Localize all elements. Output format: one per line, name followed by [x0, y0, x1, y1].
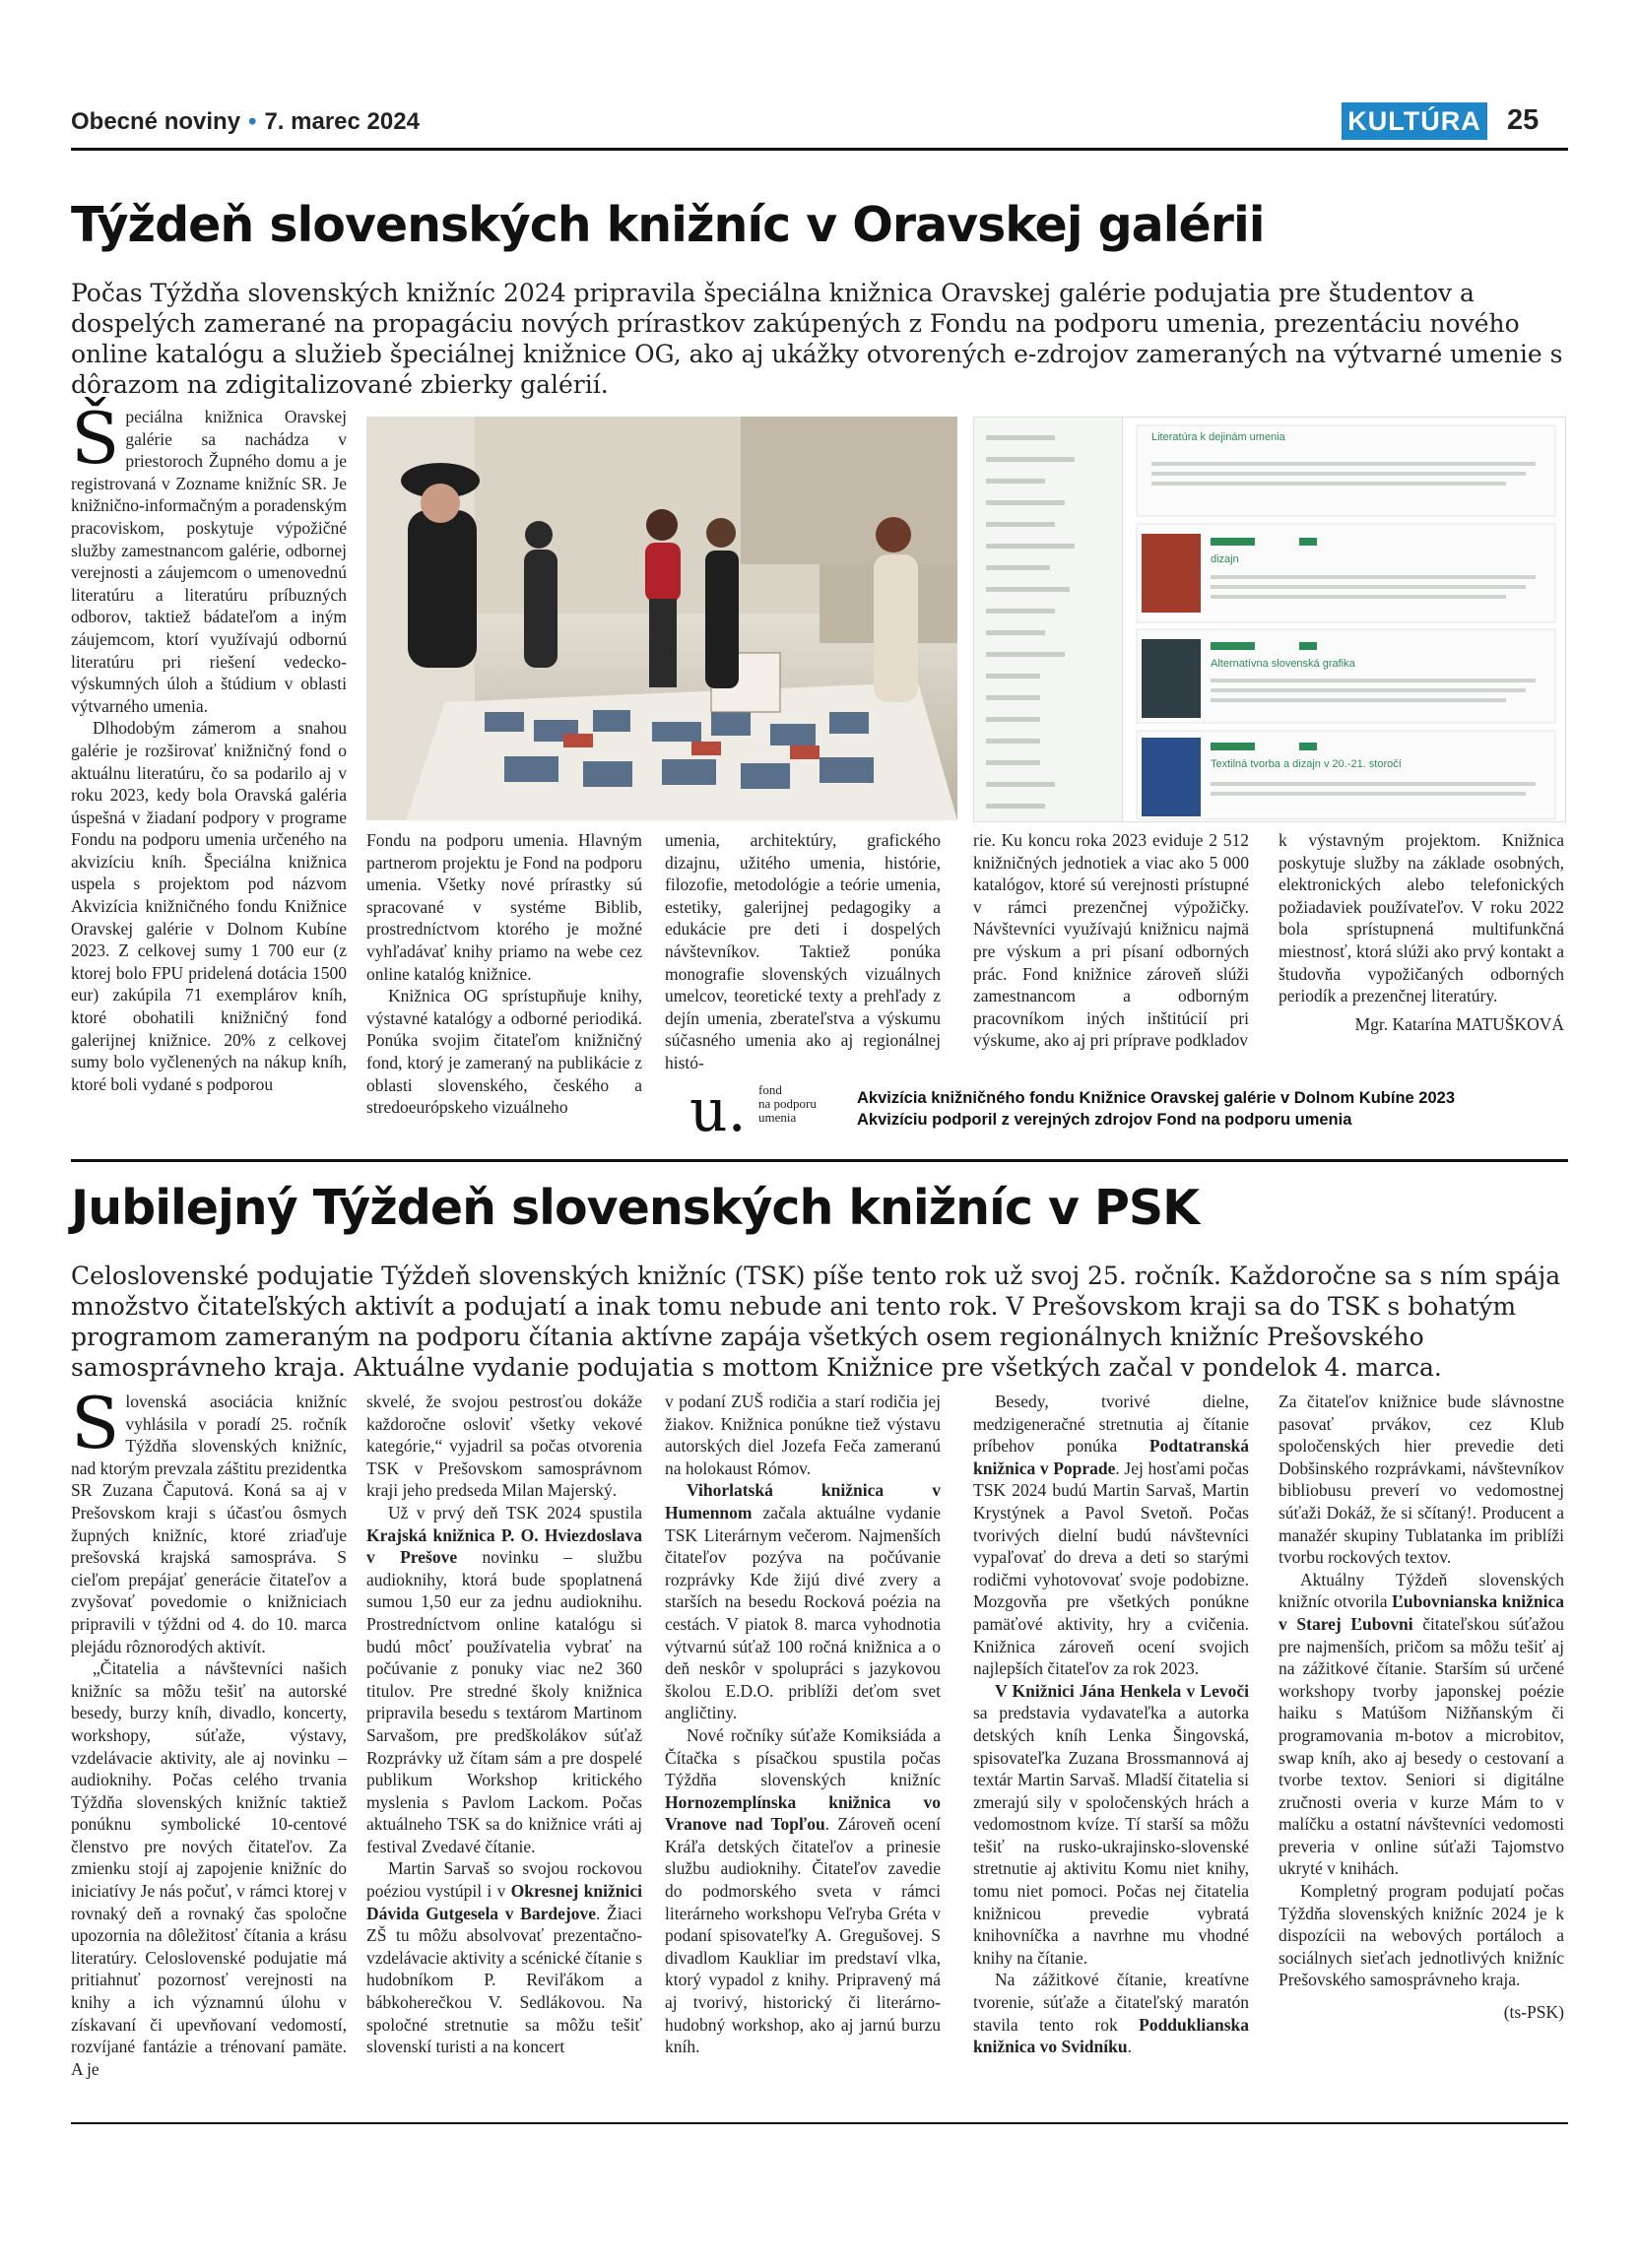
article2-col1-para: „Čitatelia a návštevníci našich knižníc sa môžu tešiť na autorské besedy, burzy kníh, divadlo, koncerty, workshopy, súťaže, výstavy, vzdelávacie aktivity, ale aj novinku – audioknihy. Počas celého trvania Týždňa slovenských knižníc taktiež ponúknu symbolické 10-centové členstvo pre nových čitateľov. Za zmienku stojí aj zapojenie knižníc do iniciatívy Je nás počuť, v rámci ktorej v rovnaký deň a rovnaký čas spoločne upozornia na dôležitosť čítania a krásu literatúry. Celoslovenské podujatie má pritiahnuť pozornosť verejnosti na knihy a ich významnú úlohu v získavaní či upevňovaní vedomostí, rozvíjané fantázie a trénovaní pamäte. A je: [71, 1658, 347, 2079]
article-divider: [71, 1159, 1568, 1162]
article1-col1-para: Špeciálna knižnica Oravskej galérie sa nachádza v priestoroch Župného domu a je registrovaná v Zozname knižníc SR. Je knižnično-informačným a poradenským pracoviskom, poskytuje výpožičné služby zamestnancom galérie, odbornej verejnosti a záujemcom o umenovednú literatúru a literatúru príbuzných odborov, taktiež bádateľom a iným záujemcom, ktorí využívajú odbornú literatúru pri riešení vedecko-výskumných úloh a štúdium v oblasti výtvarného umenia.: [71, 397, 347, 716]
article1-title: Týždeň slovenských knižníc v Oravskej galérii: [71, 197, 1265, 253]
article2-col3-para: v podaní ZUŠ rodičia a starí rodičia jej žiakov. Knižnica ponúkne tiež výstavu autorských diel Jozefa Feča zameranú na holokaust Rómov.: [665, 1392, 941, 1478]
article2-col4-para: Na zážitkové čítanie, kreatívne tvorenie, súťaže a čitateľský maratón stavila tento rok Podduklianska knižnica vo Svidníku.: [973, 1970, 1249, 2057]
library-event-photo: [366, 417, 957, 820]
page-number: 25: [1507, 104, 1540, 136]
catalog-entry-title: dizajn: [1211, 553, 1239, 565]
fpu-logo-icon: u.: [689, 1076, 747, 1145]
article1-col4-para: rie. Ku koncu roka 2023 eviduje 2 512 knižničných jednotiek a viac ako 5 000 katalógov, ktoré sú verejnosti prístupné v rámci prezenčnej výpožičky. Návštevníci využívajú knižnicu najmä pre výskum a pri písaní odborných prác. Fond knižnice zároveň slúži zamestnancom a odborným pracovníkom iných inštitúcií pri výskume, ako aj pri príprave podkladov: [973, 830, 1249, 1051]
publication-name: Obecné noviny: [71, 108, 241, 135]
caption-line: Akvizícia knižničného fondu Knižnice Oravskej galérie v Dolnom Kubíne 2023: [857, 1089, 1456, 1107]
article2-col2-para: Martin Sarvaš so svojou rockovou poéziou vystúpil i v Okresnej knižnici Dávida Gutgesela v Bardejove. Žiaci ZŠ tu môžu absolvovať prezentačno-vzdelávacie aktivity a scénické čítanie s hudobníkom P. Reviľákom a bábkoherečkou V. Sedlákovou. Na spoločné stretnutie sa môžu tešiť slovenskí turisti a na koncert: [366, 1858, 642, 2057]
article2-col2-para: Už v prvý deň TSK 2024 spustila Krajská knižnica P. O. Hviezdoslava v Prešove novinku – službu audioknihy, ktorá bude spoplatnená sumou 1,50 eur za jednu audioknihu. Prostredníctvom online katalógu si budú môcť používatelia vybrať na počúvanie z ponuky viac ne2 360 titulov. Pre stredné školy knižnica pripravila besedu s textárom Martinom Sarvašom, pre predškolákov súťaž Rozprávky už čítam sám a pre dospelé publikum Workshop kritického myslenia s Pavlom Lackom. Počas aktuálneho TSK sa do knižnice vráti aj festival Zvedavé čítanie.: [366, 1502, 642, 1856]
article1-col5-para: k výstavným projektom. Knižnica poskytuje služby na základe osobných, elektronických alebo telefonických požiadaviek používateľov. V roku 2022 bola sprístupnená multifunkčná miestnosť, ktorá slúži ako prvý kontakt a študovňa vypožičaných odborných periodík a prezenčnej literatúry.: [1279, 830, 1564, 1006]
article2-column-2: [366, 1391, 642, 2058]
online-catalog-screenshot: [973, 417, 1566, 822]
article2-col5-para: Za čitateľov knižnice bude slávnostne pasovať prvákov, cez Klub spoločenských hier prevedie deti Dobšinského rozprávkami, návštevníkov bibliobusu preverí vo vedomostnej súťaži Dokáž, že si sčítaný!. Producent a manažér skupiny Tublatanka im priblíži tvorbu rockových textov.: [1279, 1392, 1564, 1568]
section-badge: KULTÚRA: [1342, 102, 1487, 140]
article2-col4-para: V Knižnici Jána Henkela v Levoči sa predstavia vydavateľka a autorka detských kníh Lenka Šingovská, spisovateľka Zuzana Brossmannová aj textár Martin Sarvaš. Mladší čitatelia si zmerajú sily v spoločenských hrách a vedomostnom kvíze. Tí starší sa môžu tešiť na rusko-ukrajinsko-slovenské stretnutie aj aktivitu Komu niet knihy, tomu niet pomoci. Počas nej čitatelia knižnicou prevedie vybratá knihovníčka a navrhne mu vhodné knihy na čítanie.: [973, 1680, 1249, 1968]
article2-column-4: [973, 1391, 1249, 2058]
article1-column-3: [665, 829, 941, 1074]
separator-dot-icon: •: [248, 108, 257, 135]
article1-column-4: [973, 829, 1249, 1052]
article1-column-2: [366, 829, 642, 1119]
article1-column-1: [71, 397, 347, 1095]
article1-author: Mgr. Katarína MATUŠKOVÁ: [1354, 1013, 1564, 1034]
footer-rule: [71, 2122, 1568, 2124]
catalog-entry-title: Textilná tvorba a dizajn v 20.-21. storočí: [1211, 758, 1402, 770]
article1-col1-para: Dlhodobým zámerom a snahou galérie je rozširovať knižničný fond o aktuálnu literatúru, čo sa podarilo aj v roku 2023, kedy bola Oravská galéria úspešná v žiadaní podpory v programe Fondu na podporu umenia určeného na akvizíciu kníh. Špeciálna knižnica uspela s projektom pod názvom Akvizícia knižničného fondu Knižnice Oravskej galérie v Dolnom Kubíne 2023. Z celkovej sumy 1 700 eur (z ktorej bolo FPU pridelená dotácia 1500 eur) zakúpila 71 exemplárov kníh, ktoré obohatili knižničný fond galerijnej knižnice. 20% z celkovej sumy bolo vyčlenených na nákup kníh, ktoré boli vydané s podporou: [71, 718, 347, 1094]
fpu-logo-text: fond na podporu umenia: [758, 1082, 817, 1125]
article1-col3-para: umenia, architektúry, grafického dizajnu, užitého umenia, histórie, filozofie, metodológie a teórie umenia, estetiky, galerijnej pedagogiky a edukácie pre deti i dospelých návštevníkov. Taktiež ponúka monografie slovenských vizuálnych umelcov, teoretické texty a prehľady z dejín umenia, zberateľstva a výskumu súčasného umenia ako aj regionálnej histó-: [665, 830, 941, 1072]
article2-col2-para: skvelé, že svojou pestrosťou dokáže každoročne osloviť všetky vekové kategórie,“ vyjadril sa počas otvorenia TSK v Prešovskom samosprávnom kraji jeho predseda Milan Majerský.: [366, 1392, 642, 1501]
catalog-entry-title: Alternatívna slovenská grafika: [1211, 658, 1355, 670]
caption-line: Akvizíciu podporil z verejných zdrojov Fond na podporu umenia: [857, 1111, 1352, 1129]
article1-col2-para: Knižnica OG sprístupňuje knihy, výstavné katalógy a odborné periodiká. Ponúka svojim čitateľom knižničný fond, ktorý je zameraný na publikácie z oblasti slovenského, českého a stredoeurópskeho vizuálneho: [366, 986, 642, 1118]
catalog-entry-title: Literatúra k dejinám umenia: [1151, 431, 1285, 443]
header-rule: [71, 148, 1568, 151]
article2-column-3: [665, 1391, 941, 2058]
article2-column-5: [1279, 1391, 1564, 2024]
dropcap: Š: [71, 397, 120, 480]
article2-col4-para: Besedy, tvorivé dielne, medzigeneračné stretnutia aj čítanie príbehov ponúka Podtatranská knižnica v Poprade. Jej hosťami počas TSK 2024 budú Martin Sarvaš, Martin Krystýnek a Pavol Svetoň. Počas tvorivých dielní budú návštevníci vypaľovať do dreva a deti so starými rodičmi vyhotovovať svoje podobizne. Mozgovňa pre všetkých ponúkne pamäťové aktivity, hry a cvičenia. Knižnica zároveň ocení svojich najlepších čitateľov za rok 2023.: [973, 1392, 1249, 1679]
article2-col1-para: Slovenská asociácia knižníc vyhlásila v poradí 25. ročník Týždňa slovenských knižníc, nad ktorým prevzala záštitu prezidentka SR Zuzana Čaputová. Koná sa aj v Prešovskom kraji s účasťou ôsmych župných knižníc, ktoré zriaďuje prešovská krajská samospráva. S cieľom prepájať generácie čitateľov a zvyšovať povedomie o knižniciach pripravili v týždni od 4. do 10. marca plejádu rôznorodých aktivít.: [71, 1382, 347, 1656]
article1-column-5: [1279, 829, 1564, 1035]
article2-col5-para: Kompletný program podujatí počas Týždňa slovenských knižníc 2024 je k dispozícii na webových portáloch a sociálnych sieťach jednotlivých knižníc Prešovského samosprávneho kraja.: [1279, 1881, 1564, 1990]
article2-col3-para: Nové ročníky súťaže Komiksiáda a Čítačka s písačkou spustila počas Týždňa slovenských knižníc Hornozemplínska knižnica vo Vranove nad Topľou. Zároveň ocení Kráľa detských čitateľov a prinesie službu audioknihy. Čitateľov zavedie do podmorského sveta v rámci literárneho workshopu Veľryba Gréta v podaní spisovateľky A. Gregušovej. S divadlom Kaukliar im predstaví vlka, ktorý vypadol z knihy. Pripravený má aj tvorivý, historický či literárno-hudobný workshop, ako aj jarnú burzu kníh.: [665, 1724, 941, 2057]
issue-date: 7. marec 2024: [264, 108, 420, 135]
article2-col3-para: Vihorlatská knižnica v Humennom začala aktuálne vydanie TSK Literárnym večerom. Najmenších čitateľov pozýva na počúvanie rozprávky Kde žijú divé zvery a starších na besedu Rocková poézia na cestách. V piatok 8. marca vyhodnotia výtvarnú súťaž 100 ročná knižnica a o deň neskôr v spolupráci s jazykovou školou E.D.O. priblíži deťom svet angličtiny.: [665, 1480, 941, 1723]
photo-caption: [857, 1087, 1566, 1131]
dropcap: S: [71, 1382, 120, 1464]
article2-column-1: [71, 1382, 347, 2080]
article1-col2-para: Fondu na podporu umenia. Hlavným partnerom projektu je Fond na podporu umenia. Všetky nové prírastky sú spracované v systéme Biblib, prostredníctvom ktorého je možné vyhľadávať knihy priamo na webe cez online katalóg knižnice.: [366, 830, 642, 984]
publication-header: [71, 108, 420, 136]
article2-signoff: (ts-PSK): [1503, 2002, 1564, 2023]
article2-title: Jubilejný Týždeň slovenských knižníc v PSK: [71, 1180, 1200, 1236]
article1-lead: Počas Týždňa slovenských knižníc 2024 pripravila špeciálna knižnica Oravskej galérie podujatia pre študentov a dospelých zamerané na propagáciu nových prírastkov zakúpených z Fondu na podporu umenia, prezentáciu nového online katalógu a služieb špeciálnej knižnice OG, ako aj ukážky otvorených e-zdrojov zameraných na výtvarné umenie s dôrazom na zdigitalizované zbierky galérií.: [71, 279, 1563, 399]
article2-col5-para: Aktuálny Týždeň slovenských knižníc otvorila Ľubovnianska knižnica v Starej Ľubovni čitateľskou súťažou pre najmenších, pričom sa môžu tešiť aj na zážitkové čítanie. Starším sú určené workshopy tvorby japonskej poézie haiku s Matúšom Nižňanským či programovania m-botov a microbitov, swap kníh, ako aj besedy o cestovaní a tvorbe textov. Seniori si digitálne zručnosti overia v kurze Mám to v malíčku a ostatní návštevníci vedomosti preveria v online súťaži Tajomstvo ukryté v knihách.: [1279, 1569, 1564, 1879]
article2-lead: Celoslovenské podujatie Týždeň slovenských knižníc (TSK) píše tento rok už svoj 25. ročník. Každoročne sa s ním spája množstvo čitateľských aktivít a podujatí a inak tomu nebude ani tento rok. V Prešovskom kraji sa do TSK s bohatým programom zameraným na podporu čítania aktívne zapája všetkých osem regionálnych knižníc Prešovského samosprávneho kraja. Aktuálne vydanie podujatia s mottom Knižnice pre všetkých začal v pondelok 4. marca.: [71, 1262, 1561, 1382]
library-event-photo-drawing: [366, 417, 957, 820]
